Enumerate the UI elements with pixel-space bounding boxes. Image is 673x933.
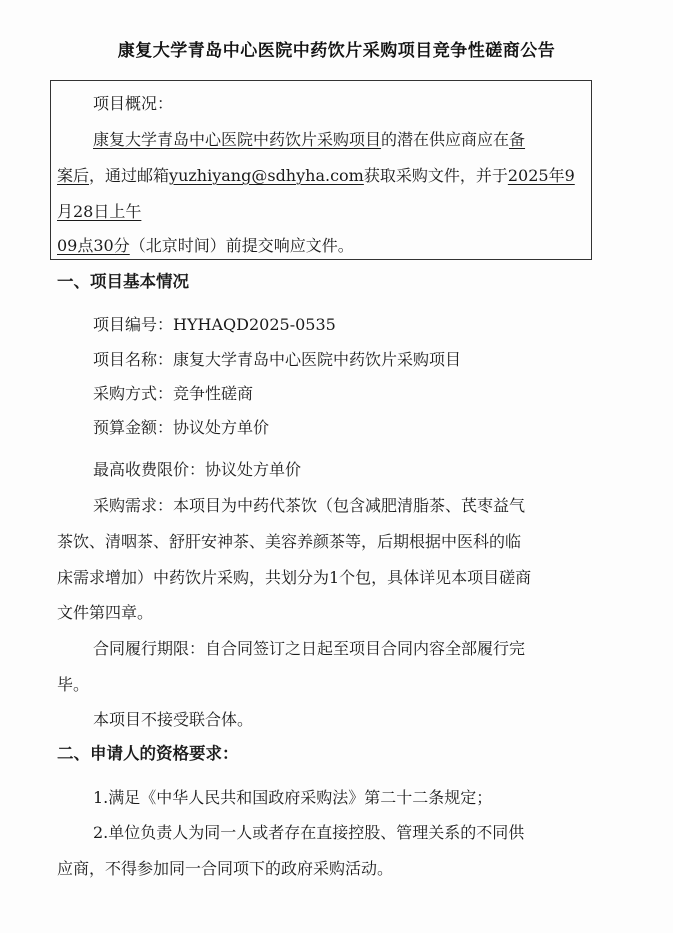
overview-heading: 项目概况： [93,94,174,113]
procurement-method: 采购方式：竞争性磋商 [93,384,254,403]
overview-line1-text: 的潜在供应商应在 [381,130,510,149]
overview-line1-tail: 备 [509,130,526,149]
project-number: 项目编号：HYHAQD2025-0535 [93,315,336,334]
overview-line-2 [57,166,575,186]
requirement-1: 1.满足《中华人民共和国政府采购法》第二十二条规定； [93,788,493,807]
contract-line-2: 毕。 [57,675,90,694]
demand-line-2: 茶饮、清咽茶、舒肝安神茶、美容养颜茶等，后期根据中医科的临 [57,532,522,551]
overview-line-1 [93,130,525,150]
section2-heading: 二、申请人的资格要求： [57,744,239,763]
overview-date-part2: 月28日上午 [57,202,142,221]
overview-email: yuzhiyang@sdhyha.com [169,166,364,185]
overview-line4-tail: （北京时间）前提交响应文件。 [129,236,354,255]
overview-time: 09点30分 [57,236,130,255]
document-title: 康复大学青岛中心医院中药饮片采购项目竞争性磋商公告 [117,41,556,61]
overview-line2-mid1: ，通过邮箱 [89,166,170,185]
demand-line-4: 文件第四章。 [57,603,154,622]
overview-project-name: 康复大学青岛中心医院中药饮片采购项目 [93,130,382,149]
consortium-note: 本项目不接受联合体。 [93,710,254,729]
section1-heading: 一、项目基本情况 [57,272,189,291]
overview-line2-mid2: 获取采购文件，并于 [363,166,508,185]
budget-amount: 预算金额：协议处方单价 [93,418,270,437]
demand-line-3: 床需求增加）中药饮片采购，共划分为1个包，具体详见本项目磋商 [57,568,532,587]
overview-line-3 [57,202,141,222]
contract-line-1: 合同履行期限：自合同签订之日起至项目合同内容全部履行完 [93,639,526,658]
overview-date-part1: 2025年9 [507,166,575,185]
demand-line-1: 采购需求：本项目为中药代茶饮（包含减肥清脂茶、芪枣益气 [93,496,526,515]
overview-line2-head: 案后 [57,166,90,185]
requirement-2-line-2: 应商，不得参加同一合同项下的政府采购活动。 [57,859,394,878]
project-name: 项目名称：康复大学青岛中心医院中药饮片采购项目 [93,350,462,369]
requirement-2-line-1: 2.单位负责人为同一人或者存在直接控股、管理关系的不同供 [93,823,525,842]
max-price: 最高收费限价：协议处方单价 [93,460,302,479]
overview-line-4 [57,236,354,256]
